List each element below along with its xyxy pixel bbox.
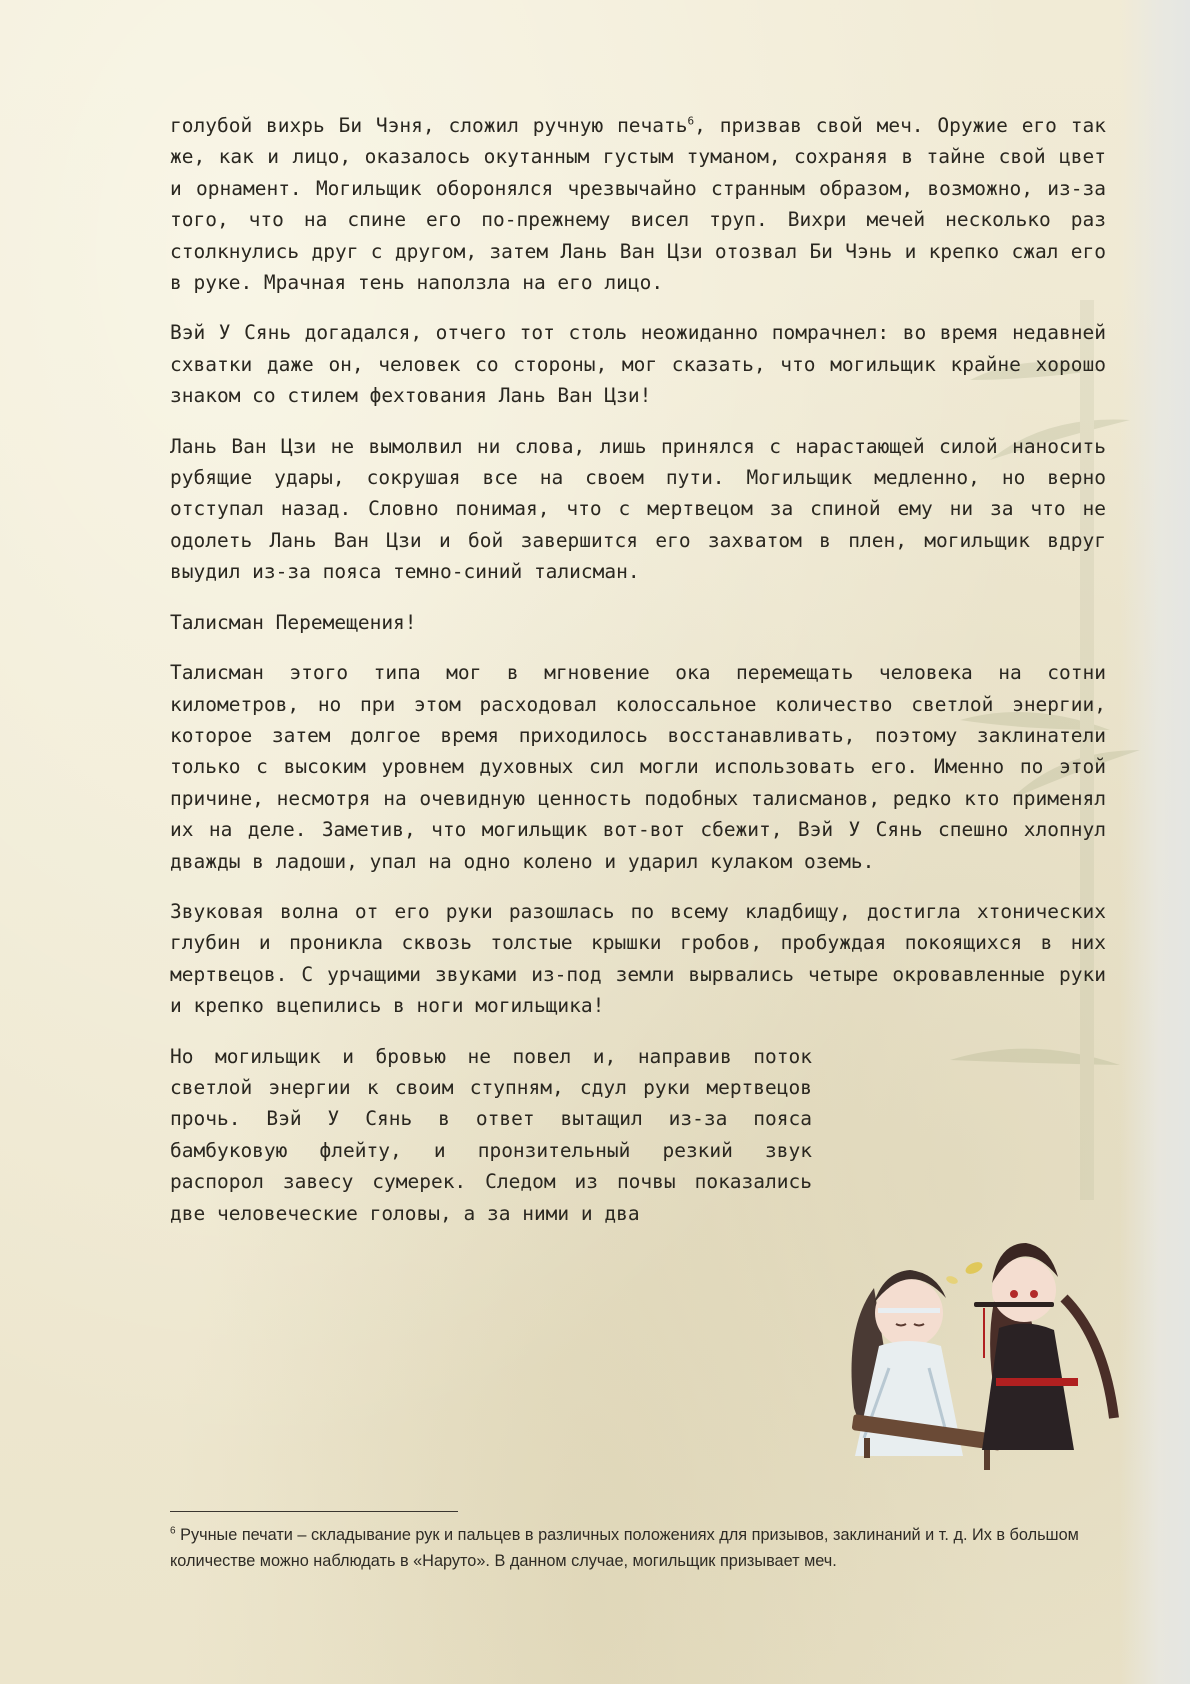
footnote-number: 6	[170, 1525, 176, 1537]
paragraph-6: Звуковая волна от его руки разошлась по всему кладбищу, достигла хтонических глубин и проникла сквозь толстые крышки гробов, пробуждая покоящихся в них мертвецов. С урчащими звуками из-под земли вырвались четыре окровавленные руки и крепко вцепились в ноги могильщика!	[170, 899, 1106, 1018]
paragraph-3: Лань Ван Цзи не вымолвил ни слова, лишь принялся с нарастающей силой наносить рубящие удары, сокрушая все на своем пути. Могильщик медленно, но верно отступал назад. Словно понимая, что с мертвецом за спиной ему ни за что не одолеть Лань Ван Цзи и бой завершится его захватом в плен, могильщик вдруг выудил из-за пояса темно-синий талисман.	[170, 434, 1106, 584]
footnote-separator	[170, 1511, 458, 1512]
footnote-text: Ручные печати – складывание рук и пальцев в различных положениях для призывов, заклинаний и т. д. Их в большом количестве можно наблюдать в «Наруто». В данном случае, могильщик призывает меч.	[170, 1526, 1079, 1570]
chibi-illustration	[834, 1228, 1134, 1490]
body-text	[170, 110, 1106, 1248]
footnote	[170, 1522, 1110, 1574]
paragraph-5: Талисман этого типа мог в мгновение ока перемещать человека на сотни километров, но при этом расходовал колоссальное количество светлой энергии, которое затем долгое время приходилось восстанавливать, поэтому заклинатели только с высоким уровнем духовных сил могли использовать его. Именно по этой причине, несмотря на очевидную ценность подобных талисманов, редко кто применял их на деле. Заметив, что могильщик вот-вот сбежит, Вэй У Сянь спешно хлопнул дважды в ладоши, упал на одно колено и ударил кулаком оземь.	[170, 661, 1106, 873]
paragraph-7: Но могильщик и бровью не повел и, направив поток светлой энергии к своим ступням, сдул руки мертвецов прочь. Вэй У Сянь в ответ вытащил из-за пояса бамбуковую флейту, и пронзительный резкий звук распорол завесу сумерек. Следом из почвы показались две человеческие головы, а за ними и два	[170, 1044, 812, 1225]
paragraph-4: Талисман Перемещения!	[170, 610, 417, 634]
footnote-ref[interactable]: 6	[687, 114, 695, 128]
paragraph-2: Вэй У Сянь догадался, отчего тот столь неожиданно помрачнел: во время недавней схватки даже он, человек со стороны, мог сказать, что могильщик крайне хорошо знаком со стилем фехтования Лань Ван Цзи!	[170, 321, 1106, 408]
paragraph-1: голубой вихрь Би Чэня, сложил ручную печать$^6$, призвав свой меч. Оружие его так же, как и лицо, оказалось окутанным густым туманом, сохраняя в тайне свой цвет и орнамент. Могильщик оборонялся чрезвычайно странным образом, возможно, из-за того, что на спине его по-прежнему висел труп. Вихри мечей несколько раз столкнулись друг с другом, затем Лань Ван Цзи отозвал Би Чэнь и крепко сжал его в руке. Мрачная тень наползла на его лицо.	[170, 114, 1106, 295]
